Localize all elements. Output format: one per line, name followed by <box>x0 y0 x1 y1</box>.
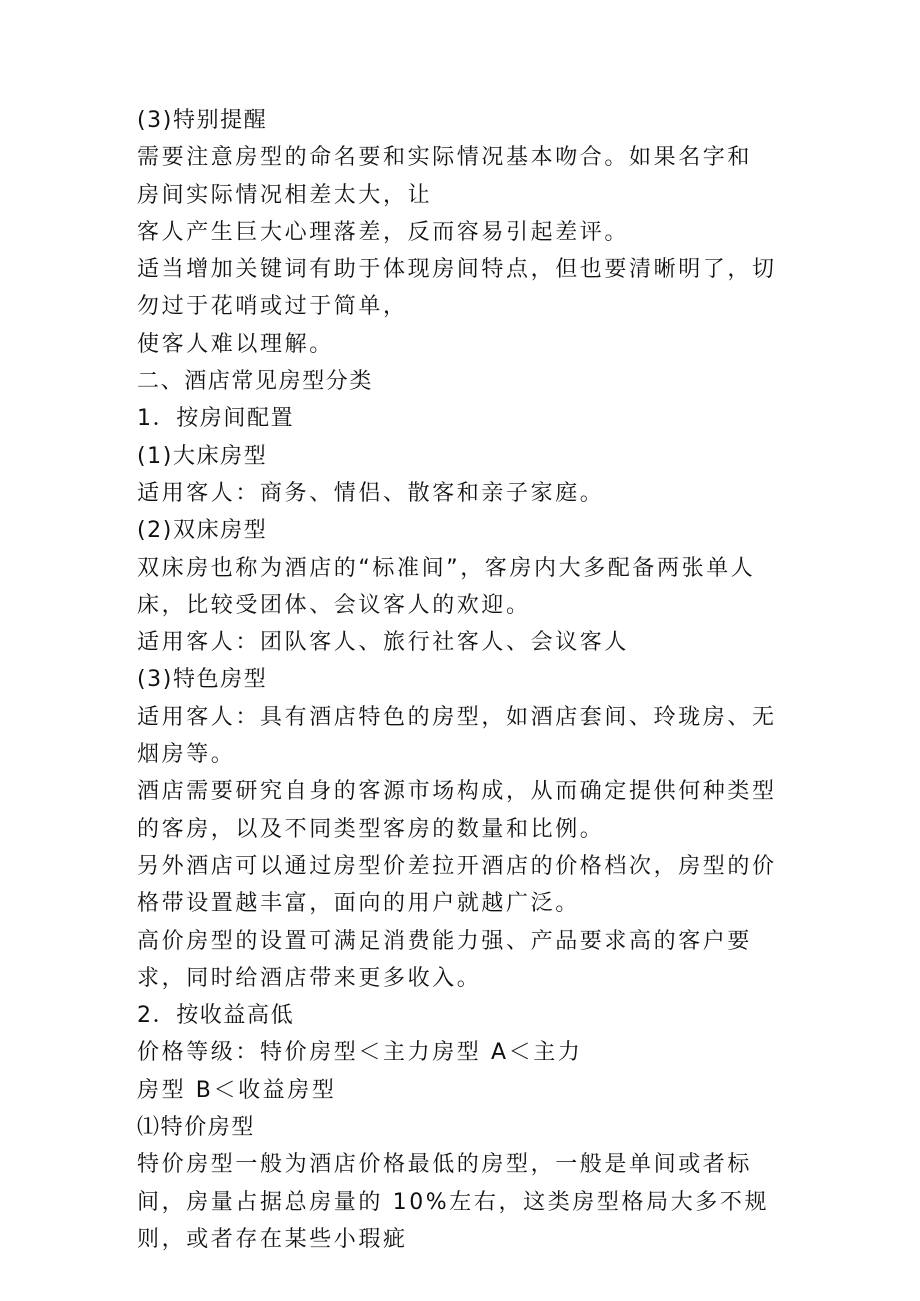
paragraph-line: 客人产生巨大心理落差，反而容易引起差评。 <box>137 219 630 245</box>
paragraph-line: 使客人难以理解。 <box>137 331 334 357</box>
paragraph-line: 双床房也称为酒店的“标准间”，客房内大多配备两张单人 <box>137 555 756 581</box>
subheading-twin-room: (2)双床房型 <box>137 518 268 544</box>
subheading-feature-room: (3)特色房型 <box>137 667 268 693</box>
paragraph-line: 适用客人：团队客人、旅行社客人、会议客人 <box>137 630 630 656</box>
paragraph-line: 求，同时给酒店带来更多收入。 <box>137 965 482 991</box>
paragraph-line: 则，或者存在某些小瑕疵 <box>137 1226 408 1252</box>
subheading-special-price-room: ⑴特价房型 <box>137 1115 256 1141</box>
subheading-king-room: (1)大床房型 <box>137 443 268 469</box>
subsection-heading-by-revenue: 2．按收益高低 <box>137 1003 295 1029</box>
paragraph-line: 的客房，以及不同类型客房的数量和比例。 <box>137 816 605 842</box>
paragraph-line: 高价房型的设置可满足消费能力强、产品要求高的客户要 <box>137 928 753 954</box>
subheading-special-reminder: (3)特别提醒 <box>137 108 268 133</box>
paragraph-line: 适用客人：商务、情侣、散客和亲子家庭。 <box>137 480 605 506</box>
paragraph-line: 格带设置越丰富，面向的用户就越广泛。 <box>137 891 580 917</box>
section-heading-room-types: 二、酒店常见房型分类 <box>137 369 374 395</box>
paragraph-line: 烟房等。 <box>137 742 236 768</box>
paragraph-line: 房间实际情况相差太大，让 <box>137 182 433 208</box>
paragraph-line: 适用客人：具有酒店特色的房型，如酒店套间、玲珑房、无 <box>137 704 777 730</box>
paragraph-line: 适当增加关键词有助于体现房间特点，但也要清晰明了，切 <box>137 257 777 283</box>
paragraph-line: 勿过于花哨或过于简单， <box>137 294 408 320</box>
paragraph-line: 价格等级：特价房型＜主力房型 A＜主力 <box>137 1040 583 1066</box>
paragraph-line: 特价房型一般为酒店价格最低的房型，一般是单间或者标 <box>137 1152 753 1178</box>
paragraph-line: 酒店需要研究自身的客源市场构成，从而确定提供何种类型 <box>137 779 777 805</box>
paragraph-line: 房型 B＜收益房型 <box>137 1077 337 1103</box>
paragraph-line: 床，比较受团体、会议客人的欢迎。 <box>137 592 531 618</box>
paragraph-line: 间，房量占据总房量的 10%左右，这类房型格局大多不规 <box>137 1189 770 1215</box>
subsection-heading-by-config: 1．按房间配置 <box>137 406 295 432</box>
paragraph-line: 需要注意房型的命名要和实际情况基本吻合。如果名字和 <box>137 145 753 171</box>
paragraph-line: 另外酒店可以通过房型价差拉开酒店的价格档次，房型的价 <box>137 853 777 879</box>
